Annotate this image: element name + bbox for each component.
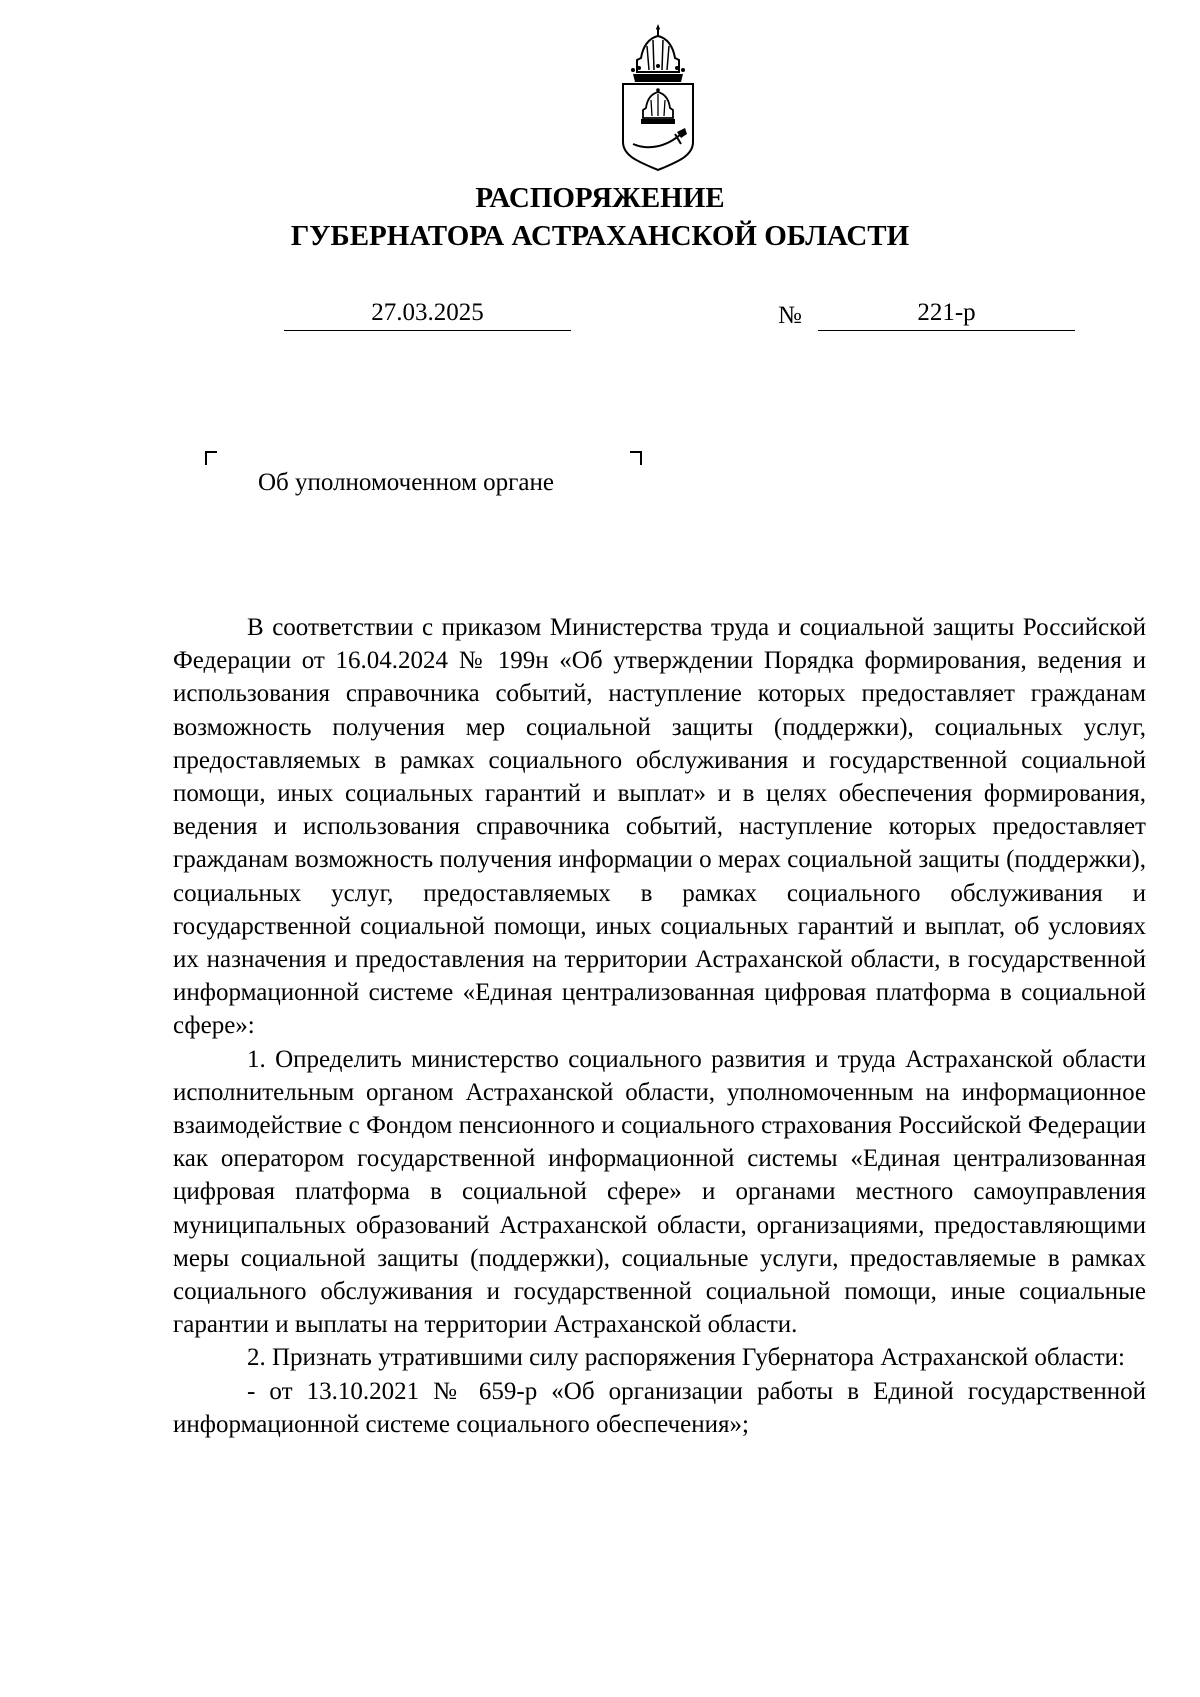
issuer-title: ГУБЕРНАТОРА АСТРАХАНСКОЙ ОБЛАСТИ bbox=[290, 220, 910, 252]
item-1-paragraph: 1. Определить министерство социального развития и труда Астраханской области исполнительным органом Астраханской области, уполномоченным на информационное взаимодействие с Фондом пенсионного и социального страхования Российской Федерации как оператором государственной информационной системы «Единая централизованная цифровая платформа в социальной сфере» и органами местного самоуправления муниципальных образований Астраханской области, организациями, предоставляющими меры социальной защиты (поддержки), социальные услуги, предоставляемые в рамках социального обслуживания и государственной социальной помощи, иные социальные гарантии и выплаты на территории Астраханской области. bbox=[173, 1045, 1146, 1339]
document-body bbox=[173, 611, 1146, 1441]
document-subject: Об уполномоченном органе bbox=[258, 469, 554, 496]
document-date: 27.03.2025 bbox=[284, 298, 571, 331]
item-2-paragraph: 2. Признать утратившими силу распоряжения Губернатора Астраханской области: bbox=[247, 1344, 1125, 1372]
item-2-sub-1-paragraph: - от 13.10.2021 № 659-р «Об организации работы в Единой государственной информационной системе социального обеспечения»; bbox=[173, 1377, 1146, 1438]
astrakhan-coat-of-arms-icon bbox=[619, 22, 697, 172]
preamble-paragraph: В соответствии с приказом Министерства труда и социальной защиты Российской Федерации от 16.04.2024 № 199н «Об утверждении Порядка формирования, ведения и использования справочника событий, наступление которых предоставляет гражданам возможность получения мер социальной защиты (поддержки), социальных услуг, предоставляемых в рамках социального обслуживания и государственной социальной помощи, иных социальных гарантий и выплат» и в целях обеспечения формирования, ведения и использования справочника событий, наступление которых предоставляет гражданам возможность получения информации о мерах социальной защиты (поддержки), социальных услуг, предоставляемых в рамках социального обслуживания и государственной социальной помощи, иных социальных гарантий и выплат, об условиях их назначения и предоставления на территории Астраханской области, в государственной информационной системе «Единая централизованная цифровая платформа в социальной сфере»: bbox=[173, 614, 1146, 1040]
subject-corner-mark-right bbox=[630, 451, 642, 465]
document-type-title: РАСПОРЯЖЕНИЕ bbox=[475, 182, 725, 214]
document-number: 221-р bbox=[818, 298, 1075, 331]
subject-corner-mark-left bbox=[205, 451, 217, 465]
number-sign: № bbox=[778, 302, 802, 329]
